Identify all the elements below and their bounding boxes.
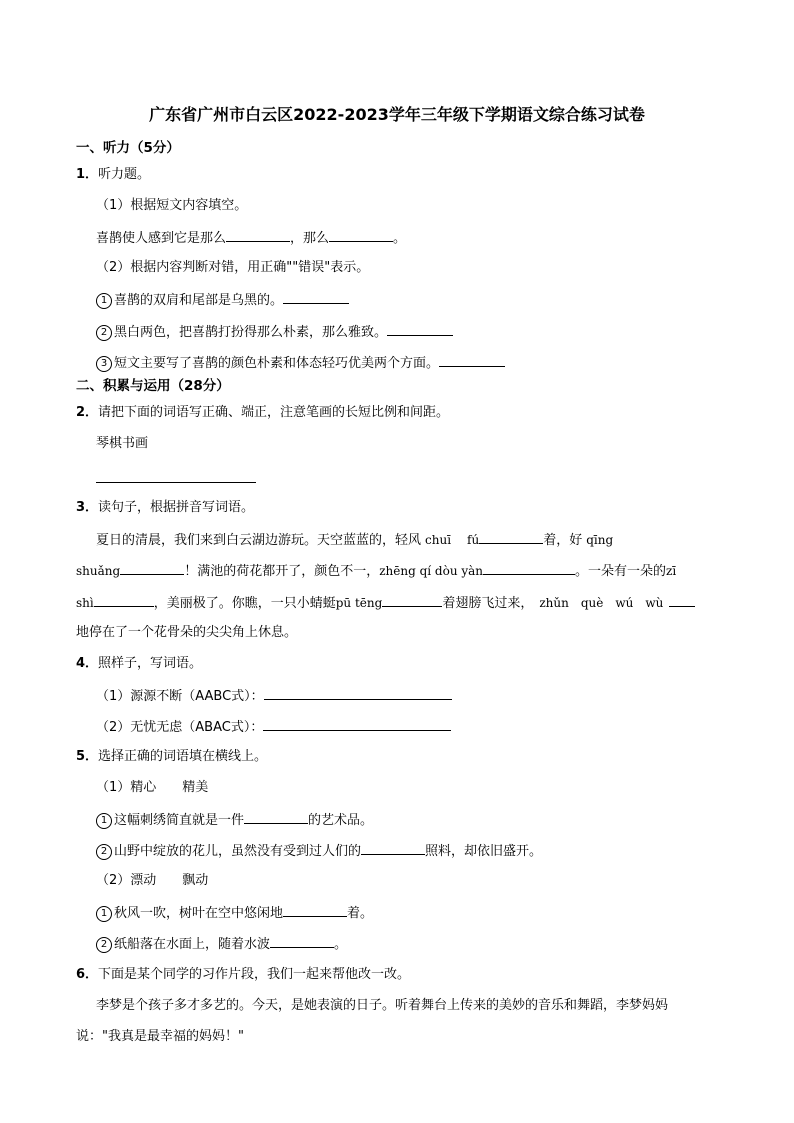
question-4 (76, 655, 202, 673)
question-number: 5． (76, 749, 99, 764)
q5-text: 山野中绽放的花儿，虽然没有受到过人们的 (114, 844, 362, 859)
q4-item (96, 717, 451, 737)
answer-blank[interactable] (226, 228, 290, 242)
section-heading-listening: 一、听力（5分） (76, 140, 180, 156)
q5-text: 照料，却依旧盛开。 (425, 844, 543, 859)
q5-text: 这幅刺绣简直就是一件 (114, 813, 245, 828)
passage-text: ！满池的荷花都开了，颜色不一， (184, 564, 380, 579)
q4-prompt: （1）源源不断（AABC式）： (96, 689, 264, 704)
question-2 (76, 404, 449, 422)
q1-fill-line (96, 228, 406, 248)
circled-number: 3 (96, 356, 112, 372)
answer-blank[interactable] (361, 841, 425, 855)
question-text: 读句子，根据拼音写词语。 (98, 500, 255, 515)
answer-blank[interactable] (439, 353, 505, 367)
answer-blank[interactable] (283, 290, 349, 304)
q5-item (96, 841, 542, 861)
question-text: 听力题。 (98, 167, 151, 182)
pinyin: què (580, 596, 604, 610)
answer-blank[interactable] (244, 810, 308, 824)
circled-number: 2 (96, 325, 112, 341)
judge-text: 喜鹊的双肩和尾部是乌黑的。 (114, 293, 284, 308)
q3-line-4: 地停在了一个花骨朵的尖尖角上休息。 (76, 625, 298, 640)
q5-word-group: （2）漂动 飘动 (96, 873, 209, 888)
circled-number: 1 (96, 906, 112, 922)
q3-line-1 (96, 530, 613, 550)
answer-blank[interactable] (270, 934, 334, 948)
question-text: 照样子，写词语。 (98, 656, 203, 671)
pinyin: fú (467, 533, 480, 547)
circled-number: 2 (96, 844, 112, 860)
answer-blank[interactable] (263, 717, 451, 731)
pinyin: zhǔn (539, 596, 569, 610)
question-number: 3． (76, 500, 99, 515)
q2-word: 琴棋书画 (96, 436, 149, 451)
q5-text: 的艺术品。 (308, 813, 374, 828)
q1-line-text: 。 (393, 231, 407, 246)
answer-blank[interactable] (264, 686, 452, 700)
circled-number: 1 (96, 813, 112, 829)
passage-text: 。一朵有一朵的 (575, 564, 667, 579)
question-number: 6． (76, 967, 99, 982)
question-5 (76, 748, 267, 766)
pinyin: pū tēng (335, 596, 383, 610)
passage-text: 着，好 (543, 533, 583, 548)
q1-line-text: 喜鹊使人感到它是那么 (96, 231, 227, 246)
question-1 (76, 166, 150, 184)
q1-judge-item (96, 290, 349, 310)
answer-blank[interactable] (382, 593, 442, 607)
question-number: 2． (76, 405, 99, 420)
circled-number: 1 (96, 293, 112, 309)
answer-blank[interactable] (483, 561, 575, 575)
answer-blank[interactable] (283, 903, 347, 917)
q5-word-group: （1）精心 精美 (96, 780, 209, 795)
q1-part2: （2）根据内容判断对错，用正确""错误"表示。 (96, 260, 370, 275)
q3-line-3 (76, 593, 695, 613)
q5-text: 着。 (347, 906, 374, 921)
q5-item (96, 810, 373, 830)
page-title: 广东省广州市白云区2022-2023学年三年级下学期语文综合练习试卷 (149, 105, 645, 124)
section-heading-accumulation: 二、积累与运用（28分） (76, 378, 230, 394)
pinyin: zī (666, 564, 677, 578)
question-number: 1． (76, 167, 99, 182)
q1-judge-item (96, 353, 505, 373)
passage-text: ，美丽极了。你瞧，一只小蜻蜓 (153, 596, 336, 611)
q5-text: 纸船落在水面上，随着水波 (114, 937, 271, 952)
answer-blank[interactable] (479, 530, 543, 544)
pinyin: shuǎng (76, 564, 121, 578)
pinyin: zhēng qí dòu yàn (379, 564, 484, 578)
q5-text: 。 (334, 937, 348, 952)
q3-line-2 (76, 561, 676, 581)
pinyin: wú (615, 596, 634, 610)
q5-item (96, 903, 373, 923)
writing-line[interactable] (96, 482, 256, 483)
question-3 (76, 499, 254, 517)
q4-prompt: （2）无忧无虑（ABAC式）： (96, 720, 264, 735)
question-number: 4． (76, 656, 99, 671)
pinyin: chuī (425, 533, 452, 547)
answer-blank[interactable] (94, 593, 154, 607)
question-text: 选择正确的词语填在横线上。 (98, 749, 268, 764)
q1-line-text: ，那么 (290, 231, 330, 246)
answer-blank[interactable] (120, 561, 184, 575)
q6-passage-line: 说："我真是最幸福的妈妈！" (76, 1029, 244, 1044)
q1-part1: （1）根据短文内容填空。 (96, 198, 248, 213)
q5-item (96, 934, 347, 954)
passage-text: 夏日的清晨，我们来到白云湖边游玩。天空蓝蓝的，轻风 (96, 533, 422, 548)
q1-judge-item (96, 322, 453, 342)
judge-text: 短文主要写了喜鹊的颜色朴素和体态轻巧优美两个方面。 (114, 356, 440, 371)
pinyin: wù (645, 596, 664, 610)
q4-item (96, 686, 452, 706)
answer-blank[interactable] (387, 322, 453, 336)
q6-passage-line: 李梦是个孩子多才多艺的。今天，是她表演的日子。听着舞台上传来的美妙的音乐和舞蹈，李梦妈妈 (96, 998, 669, 1013)
judge-text: 黑白两色，把喜鹊打扮得那么朴素，那么雅致。 (114, 325, 388, 340)
answer-blank[interactable] (669, 593, 695, 607)
answer-blank[interactable] (329, 228, 393, 242)
q5-text: 秋风一吹，树叶在空中悠闲地 (114, 906, 284, 921)
pinyin: shì (76, 596, 94, 610)
pinyin: qīng (586, 533, 614, 547)
question-text: 请把下面的词语写正确、端正，注意笔画的长短比例和间距。 (98, 405, 450, 420)
circled-number: 2 (96, 937, 112, 953)
question-6 (76, 966, 410, 984)
question-text: 下面是某个同学的习作片段，我们一起来帮他改一改。 (98, 967, 411, 982)
passage-text: 着翅膀飞过来， (442, 596, 534, 611)
